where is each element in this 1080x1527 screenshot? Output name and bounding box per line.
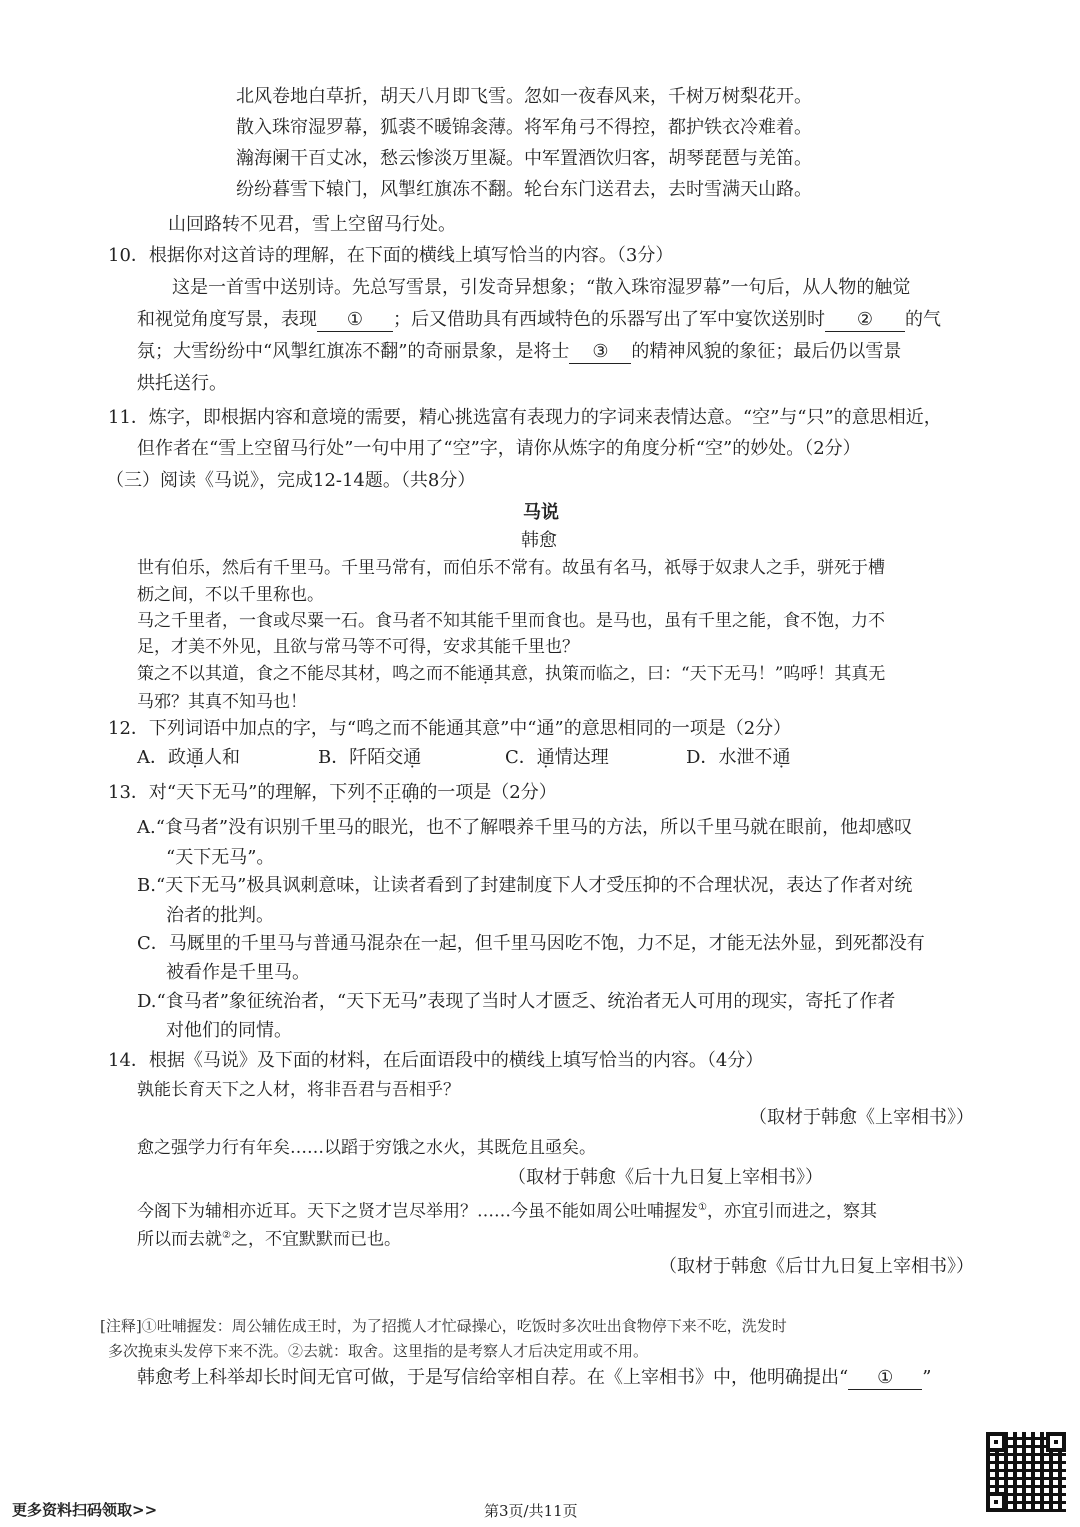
- q13-option-d-cont: 对他们的同情。: [166, 1020, 292, 1041]
- q10-line-3: 氛；大雪纷纷中“风掣红旗冻不翻”的奇丽景象，是将士 ③ 的精神风貌的象征；最后仍以雪景: [137, 341, 902, 362]
- qr-code[interactable]: [986, 1432, 1066, 1512]
- q14-stem: 14．根据《马说》及下面的材料，在后面语段中的横线上填写恰当的内容。（4分）: [108, 1050, 764, 1071]
- passage-p2-b: 足，才美不外见，且欲与常马等不可得，安求其能千里也？: [137, 637, 579, 657]
- poem-line-4: 纷纷暮雪下辕门，风掣红旗冻不翻。轮台东门送君去，去时雪满天山路。: [236, 179, 812, 200]
- passage-p2-a: 马之千里者，一食或尽粟一石。食马者不知其能千里而食也。是马也，虽有千里之能，食不饱，力不: [137, 611, 885, 631]
- q14-note-1: [注释]①吐哺握发：周公辅佐成王时，为了招揽人才忙碌操心，吃饭时多次吐出食物停下来不吃，洗发时: [100, 1317, 787, 1335]
- passage-title: 马说: [523, 502, 559, 523]
- q13-option-b-cont: 治者的批判。: [166, 905, 274, 926]
- q13-option-b[interactable]: B.“天下无马”极具讽刺意味，让读者看到了封建制度下人才受压抑的不合理状况，表达了作者对统: [137, 875, 913, 896]
- q14-material-2: 愈之强学力行有年矣……以蹈于穷饿之水火，其既危且亟矣。: [137, 1138, 596, 1158]
- q11-line-2: 但作者在“雪上空留马行处”一句中用了“空”字，请你从炼字的角度分析“空”的妙处。（2分）: [137, 438, 861, 459]
- passage-p3-a: 策之不以其道，食之不能尽其材，鸣之而不能通其意，执策而临之，曰：“天下无马！”呜呼！其真无: [137, 664, 886, 684]
- q11-line-1: 11．炼字，即根据内容和意境的需要，精心挑选富有表现力的字词来表情达意。“空”与“只”的意思相近，: [108, 407, 942, 428]
- poem-line-2: 散入珠帘湿罗幕，狐裘不暖锦衾薄。将军角弓不得控，都护铁衣冷难着。: [236, 117, 812, 138]
- q13-option-a[interactable]: A.“食马者”没有识别千里马的眼光，也不了解喂养千里马的方法，所以千里马就在眼前，他却感叹: [137, 817, 913, 838]
- q12-option-d[interactable]: D．水泄不通: [686, 747, 791, 768]
- q12-stem: 12．下列词语中加点的字，与“鸣之而不能通其意”中“通”的意思相同的一项是（2分）: [108, 718, 792, 739]
- q12-option-c[interactable]: C．通情达理: [505, 747, 609, 768]
- q14-material-3-b: 所以而去就②之，不宜默默而已也。: [137, 1229, 401, 1250]
- q13-option-c-cont: 被看作是千里马。: [166, 962, 310, 983]
- q10-line-1: 这是一首雪中送别诗。先总写雪景，引发奇异想象；“散入珠帘湿罗幕”一句后，从人物的触觉: [172, 277, 911, 298]
- q10-line-2: 和视觉角度写景，表现 ① ；后又借助具有西域特色的乐器写出了军中宴饮送别时 ② 的气: [137, 309, 941, 330]
- q10-stem: 10．根据你对这首诗的理解，在下面的横线上填写恰当的内容。（3分）: [108, 245, 674, 266]
- q14-source-1: （取材于韩愈《上宰相书》）: [749, 1107, 974, 1128]
- q10-blank-3[interactable]: ③: [569, 341, 631, 364]
- poem-line-3: 瀚海阑干百丈冰，愁云惨淡万里凝。中军置酒饮归客，胡琴琵琶与羌笛。: [236, 148, 812, 169]
- q14-source-2: （取材于韩愈《后十九日复上宰相书》）: [508, 1167, 823, 1188]
- page-number: 第3页/共11页: [484, 1502, 578, 1520]
- passage-author: 韩愈: [521, 530, 557, 551]
- poem-line-5: 山回路转不见君，雪上空留马行处。: [168, 214, 456, 235]
- poem-line-1: 北风卷地白草折，胡天八月即飞雪。忽如一夜春风来，千树万树梨花开。: [236, 86, 812, 107]
- q13-stem: 13．对“天下无马”的理解，下列不正确的一项是（2分）: [108, 782, 557, 803]
- q13-option-c[interactable]: C．马厩里的千里马与普通马混杂在一起，但千里马因吃不饱，力不足，才能无法外显，到死都没有: [137, 933, 925, 954]
- q10-blank-2[interactable]: ②: [825, 309, 905, 332]
- q13-option-a-cont: “天下无马”。: [166, 847, 275, 868]
- q14-note-2: 多次挽束头发停下来不洗。②去就：取舍。这里指的是考察人才后决定用或不用。: [108, 1342, 649, 1360]
- q10-line-4: 烘托送行。: [137, 373, 227, 394]
- q13-option-d[interactable]: D.“食马者”象征统治者，“天下无马”表现了当时人才匮乏、统治者无人可用的现实，寄托了作者: [137, 991, 896, 1012]
- section-3-heading: （三）阅读《马说》，完成12-14题。（共8分）: [106, 470, 476, 491]
- footer-scan-link[interactable]: 更多资料扫码领取>>: [12, 1501, 158, 1519]
- passage-p1-a: 世有伯乐，然后有千里马。千里马常有，而伯乐不常有。故虽有名马，祇辱于奴隶人之手，骈死于槽: [137, 558, 885, 578]
- q12-option-b[interactable]: B．阡陌交通: [318, 747, 422, 768]
- passage-p1-b: 枥之间，不以千里称也。: [137, 585, 324, 605]
- q14-source-3: （取材于韩愈《后廿九日复上宰相书》）: [659, 1256, 974, 1277]
- passage-p3-b: 马邪？其真不知马也！: [137, 692, 307, 712]
- q14-material-1: 孰能长育天下之人材，将非吾君与吾相乎？: [137, 1080, 460, 1100]
- q14-material-3-a: 今阁下为辅相亦近耳。天下之贤才岂尽举用？……今虽不能如周公吐哺握发①，亦宜引而进之，察其: [137, 1201, 877, 1222]
- q14-final-line: 韩愈考上科举却长时间无官可做，于是写信给宰相自荐。在《上宰相书》中，他明确提出“ ① ”: [137, 1367, 932, 1388]
- q14-blank-1[interactable]: ①: [848, 1367, 922, 1390]
- q12-option-a[interactable]: A．政通人和: [137, 747, 240, 768]
- q10-blank-1[interactable]: ①: [317, 309, 393, 332]
